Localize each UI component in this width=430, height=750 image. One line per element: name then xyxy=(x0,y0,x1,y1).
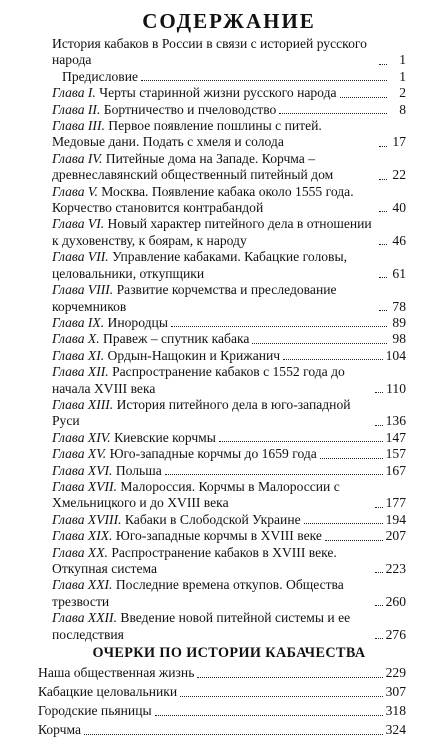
dot-leader xyxy=(171,326,387,327)
page-number: 78 xyxy=(392,298,406,314)
page-number: 147 xyxy=(385,429,406,445)
page-number: 1 xyxy=(399,52,406,68)
page-number: 136 xyxy=(385,413,406,429)
chapter-label: Глава V. xyxy=(52,183,98,199)
entry-title: Кабаки в Слободской Украине xyxy=(124,511,301,527)
page-number: 22 xyxy=(392,167,406,183)
entry-title: Киевские корчмы xyxy=(114,429,216,445)
dot-leader xyxy=(197,677,382,678)
page-number: 40 xyxy=(392,200,406,216)
page-number: 223 xyxy=(385,561,406,576)
entry-text-block xyxy=(52,331,249,347)
dot-leader xyxy=(379,277,387,278)
entry-title: Новый характер питейного дела в отношении к духовенству, к боярам, к народу xyxy=(52,216,372,248)
chapter-label: Глава VII. xyxy=(52,249,109,265)
chapter-label: Глава XVIII. xyxy=(52,511,122,527)
entry-text-block xyxy=(52,118,376,151)
entry-text-block xyxy=(52,364,372,397)
entry-text-block xyxy=(52,463,162,479)
entry-title: Кабацкие целовальники xyxy=(38,684,178,700)
entry-text-block xyxy=(38,682,177,701)
chapter-entry xyxy=(52,479,406,512)
chapter-label: Глава XXII. xyxy=(52,610,117,626)
entry-title: Распространение кабаков в XVIII веке. Откупная система xyxy=(52,544,337,576)
entry-text-block xyxy=(52,446,317,462)
dot-leader xyxy=(379,179,387,180)
entry-text-block xyxy=(38,720,81,739)
entry-title: Предисловие xyxy=(62,68,139,84)
dot-leader xyxy=(379,310,387,311)
entry-text-block xyxy=(52,577,372,610)
chapter-label: Глава I. xyxy=(52,85,96,101)
entry-title: Корчма xyxy=(38,722,82,738)
essay-entry xyxy=(38,663,406,682)
chapter-entry xyxy=(52,446,406,462)
entry-title: Развитие корчемства и преследование корчемников xyxy=(52,282,337,314)
page-number: 229 xyxy=(385,665,406,681)
chapter-entry xyxy=(52,249,406,282)
chapter-label: Глава XII. xyxy=(52,364,109,380)
chapter-entry xyxy=(52,512,406,528)
page-number: 276 xyxy=(385,626,406,642)
chapter-label: Глава IX. xyxy=(52,314,105,330)
dot-leader xyxy=(141,80,387,81)
chapter-label: Глава VIII. xyxy=(52,282,114,298)
chapter-entry xyxy=(52,528,406,544)
dot-leader xyxy=(84,734,383,735)
dot-leader xyxy=(283,359,382,360)
dot-leader xyxy=(279,113,387,114)
dot-leader xyxy=(320,458,383,459)
dot-leader xyxy=(165,474,383,475)
page-number: 98 xyxy=(392,331,406,347)
entry-title: Ордын-Нащокин и Крижанич xyxy=(107,347,281,363)
entry-text-block xyxy=(52,102,276,118)
entry-text-block xyxy=(52,545,372,578)
chapter-entry xyxy=(52,282,406,315)
dot-leader xyxy=(325,540,383,541)
page-number: 194 xyxy=(385,511,406,527)
chapter-label: Глава VI. xyxy=(52,216,105,232)
page-number: 61 xyxy=(392,265,406,281)
toc-list xyxy=(52,36,406,643)
chapter-entry xyxy=(52,577,406,610)
chapter-label: Глава III. xyxy=(52,118,105,134)
entry-title: История питейного дела в юго-западной Руси xyxy=(52,396,351,429)
entry-text-block xyxy=(52,151,376,184)
entry-text-block xyxy=(52,69,138,85)
essay-entry xyxy=(38,701,406,720)
entry-text-block xyxy=(52,610,372,643)
entry-title: Москва. Появление кабака около 1555 года. Корчество становится контрабандой xyxy=(52,183,354,216)
chapter-entry xyxy=(52,118,406,151)
page-number: 1 xyxy=(399,68,406,84)
entry-text-block xyxy=(52,479,372,512)
page-number: 46 xyxy=(392,232,406,248)
dot-leader xyxy=(252,343,387,344)
dot-leader xyxy=(375,605,383,606)
entry-text-block xyxy=(38,663,194,682)
entry-text-block xyxy=(52,315,168,331)
dot-leader xyxy=(375,638,383,639)
chapter-entry xyxy=(52,151,406,184)
chapter-label: Глава XXI. xyxy=(52,577,113,593)
entry-text-block xyxy=(52,430,216,446)
chapter-label: Глава XIV. xyxy=(52,429,111,445)
chapter-label: Глава XIII. xyxy=(52,396,114,412)
chapter-label: Глава X. xyxy=(52,331,100,347)
dot-leader xyxy=(379,146,387,147)
entry-title: Управление кабаками. Кабацкие головы, целовальники, откупщики xyxy=(52,249,347,281)
entry-title: Малороссия. Корчмы в Малороссии с Хмельницкого и до XVIII века xyxy=(52,478,340,511)
dot-leader xyxy=(340,97,387,98)
entry-title: Юго-западные корчмы до 1659 года xyxy=(109,446,317,462)
dot-leader xyxy=(180,696,382,697)
book-entry xyxy=(52,36,406,69)
page-number: 104 xyxy=(385,347,406,363)
chapter-entry xyxy=(52,364,406,397)
chapter-entry xyxy=(52,216,406,249)
chapter-entry xyxy=(52,610,406,643)
entry-title: Польша xyxy=(115,462,162,478)
entry-text-block xyxy=(52,512,301,528)
entry-text-block xyxy=(52,282,376,315)
chapter-label: Глава XI. xyxy=(52,347,105,363)
entry-text-block xyxy=(52,184,376,217)
chapter-entry xyxy=(52,85,406,101)
chapter-entry xyxy=(52,397,406,430)
entry-text-block xyxy=(52,397,372,430)
entry-title: Первое появление пошлины с питей. Медовые дани. Подать с хмеля и солода xyxy=(52,118,322,150)
entry-title: Черты старинной жизни русского народа xyxy=(99,85,337,101)
essays-list xyxy=(38,663,406,739)
dot-leader xyxy=(379,64,387,65)
entry-title: Инородцы xyxy=(107,314,168,330)
entry-title: Последние времена откупов. Общества трезвости xyxy=(52,577,344,609)
entry-text-block xyxy=(38,701,152,720)
page-title: СОДЕРЖАНИЕ xyxy=(142,9,316,33)
page-number: 307 xyxy=(385,684,406,700)
entry-title: Городские пьяницы xyxy=(38,703,152,719)
chapter-entry xyxy=(52,545,406,578)
entry-title: Наша общественная жизнь xyxy=(38,665,195,681)
chapter-label: Глава XVII. xyxy=(52,478,117,494)
page-number: 167 xyxy=(385,462,406,478)
chapter-entry xyxy=(52,463,406,479)
page-number: 110 xyxy=(386,380,406,396)
entry-title: Юго-западные корчмы в XVIII веке xyxy=(115,528,322,544)
chapter-label: Глава II. xyxy=(52,101,101,117)
essay-entry xyxy=(38,682,406,701)
dot-leader xyxy=(155,715,383,716)
dot-leader xyxy=(375,392,383,393)
entry-title: Распространение кабаков с 1552 года до начала XVIII века xyxy=(52,364,345,396)
page-number: 177 xyxy=(385,495,406,511)
entry-text-block xyxy=(52,528,322,544)
chapter-entry xyxy=(52,331,406,347)
chapter-entry xyxy=(52,102,406,118)
section-heading: ОЧЕРКИ ПО ИСТОРИИ КАБАЧЕСТВА xyxy=(92,645,366,662)
chapter-label: Глава IV. xyxy=(52,150,103,166)
entry-text-block xyxy=(52,85,337,101)
dot-leader xyxy=(219,441,383,442)
chapter-label: Глава XIX. xyxy=(52,528,113,544)
page-number: 8 xyxy=(399,101,406,117)
entry-text-block xyxy=(52,36,376,69)
dot-leader xyxy=(375,425,383,426)
dot-leader xyxy=(304,523,383,524)
entry-text-block xyxy=(52,216,376,249)
entry-title: История кабаков в России в связи с историей русского народа xyxy=(52,36,367,68)
entry-text-block xyxy=(52,249,376,282)
page-number: 260 xyxy=(385,593,406,609)
chapter-entry xyxy=(52,184,406,217)
page-number: 17 xyxy=(392,134,406,150)
page-number: 207 xyxy=(385,528,406,544)
essay-entry xyxy=(38,720,406,739)
page-number: 89 xyxy=(392,314,406,330)
chapter-entry xyxy=(52,430,406,446)
chapter-entry xyxy=(52,348,406,364)
chapter-label: Глава XX. xyxy=(52,544,108,560)
entry-title: Питейные дома на Западе. Корчма – древнеславянский общественный питейный дом xyxy=(52,150,334,183)
dot-leader xyxy=(379,211,387,212)
entry-title: Правеж – спутник кабака xyxy=(103,331,250,347)
page-number: 324 xyxy=(385,722,406,738)
chapter-label: Глава XV. xyxy=(52,446,107,462)
page-number: 2 xyxy=(399,85,406,101)
dot-leader xyxy=(375,507,383,508)
chapter-entry xyxy=(52,315,406,331)
dot-leader xyxy=(375,572,383,573)
chapter-label: Глава XVI. xyxy=(52,462,113,478)
entry-text-block xyxy=(52,348,280,364)
page-number: 157 xyxy=(385,446,406,462)
dot-leader xyxy=(379,244,387,245)
preface-entry xyxy=(52,69,406,85)
entry-title: Бортничество и пчеловодство xyxy=(103,101,277,117)
page-number: 318 xyxy=(385,703,406,719)
entry-title: Введение новой питейной системы и ее последствия xyxy=(52,610,351,642)
